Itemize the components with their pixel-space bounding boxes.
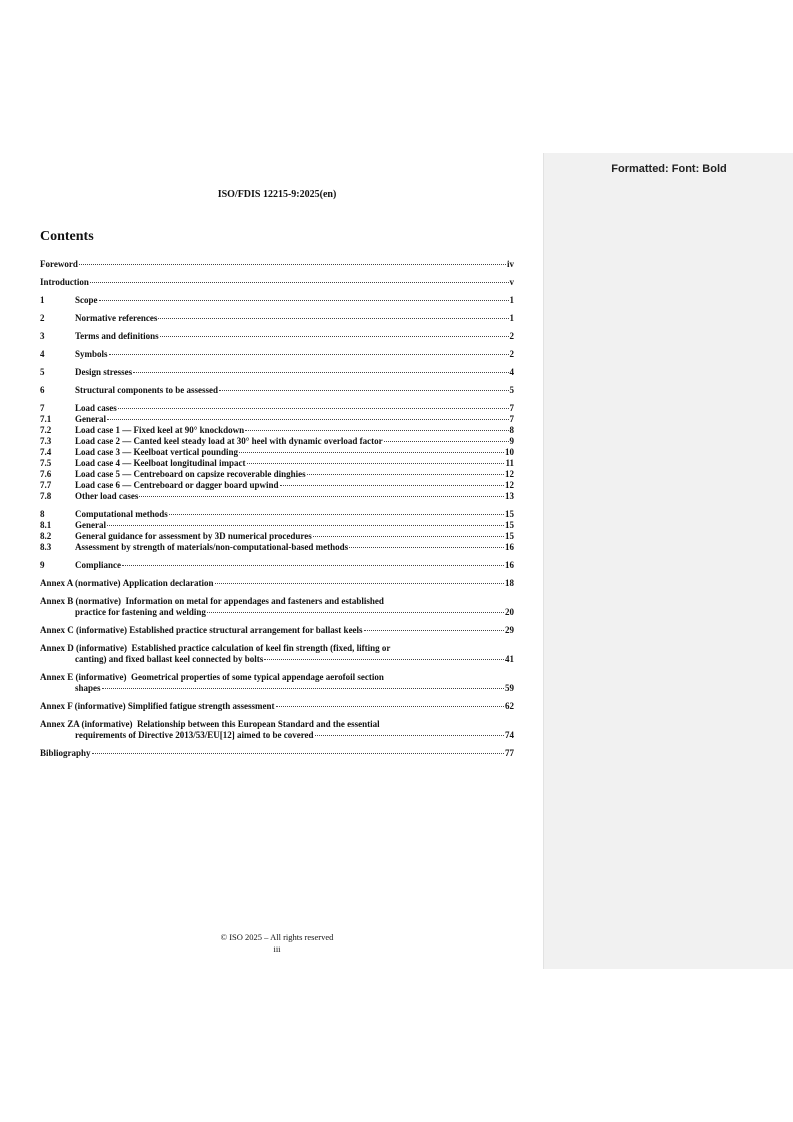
toc-section-5[interactable]: [40, 367, 514, 378]
comment-pane: [543, 153, 793, 969]
toc-page: 1: [509, 295, 514, 305]
toc-leader: [313, 536, 504, 537]
toc-number: 7.2: [40, 425, 52, 435]
toc-number: 5: [40, 367, 45, 377]
toc-section-7-8[interactable]: [40, 491, 514, 502]
toc-page: 15: [505, 520, 514, 530]
toc-leader: [247, 463, 505, 464]
toc-section-8-1[interactable]: [40, 520, 514, 531]
page-number: iii: [273, 944, 281, 954]
toc-title: Introduction: [40, 277, 89, 287]
toc-number: 7.7: [40, 480, 52, 490]
toc-title: Terms and definitions: [75, 331, 159, 341]
annex-title: Established practice structural arrangement for ballast keels: [129, 625, 363, 635]
toc-number: 7.1: [40, 414, 52, 424]
annex-title: Relationship between this European Standard and the essential: [137, 719, 380, 729]
toc-title: Bibliography: [40, 748, 91, 758]
annex-title: Application declaration: [122, 578, 214, 588]
comment-title: Formatted: Font: Bold: [611, 163, 727, 175]
toc-leader: [264, 659, 504, 660]
toc-title: Load case 3 — Keelboat vertical pounding: [75, 447, 239, 457]
annex-label: Annex B (normative): [40, 596, 121, 606]
copyright-notice: © ISO 2025 – All rights reserved: [220, 932, 334, 942]
annex-label: Annex D (informative): [40, 643, 127, 653]
toc-annex-c[interactable]: [40, 625, 514, 636]
toc-section-7-5[interactable]: [40, 458, 514, 469]
toc-page: iv: [506, 259, 514, 269]
toc-title: General: [75, 520, 106, 530]
annex-title-continued: shapes: [75, 683, 101, 693]
toc-leader: [122, 565, 504, 566]
document-footer: [40, 931, 514, 955]
toc-number: 7: [40, 403, 45, 413]
toc-number: 8.2: [40, 531, 52, 541]
toc-leader: [118, 408, 509, 409]
toc-page: 74: [505, 730, 514, 740]
toc-annex-f[interactable]: [40, 701, 514, 712]
toc-title: Foreword: [40, 259, 78, 269]
toc-title: Structural components to be assessed: [75, 385, 218, 395]
toc-page: 12: [505, 480, 514, 490]
toc-page: 15: [505, 509, 514, 519]
toc-annex-a[interactable]: [40, 578, 514, 589]
toc-section-8[interactable]: [40, 509, 514, 520]
toc-number: 1: [40, 295, 45, 305]
toc-number: 3: [40, 331, 45, 341]
toc-leader: [364, 630, 504, 631]
toc-leader: [99, 300, 509, 301]
toc-title: General guidance for assessment by 3D numerical procedures: [75, 531, 312, 541]
toc-annex-e[interactable]: [40, 672, 514, 694]
toc-section-7-2[interactable]: [40, 425, 514, 436]
toc-page: 2: [509, 349, 514, 359]
toc-page: 41: [505, 654, 514, 664]
annex-title: Simplified fatigue strength assessment: [127, 701, 275, 711]
annex-label: Annex A (normative): [40, 578, 121, 588]
toc-title: Load case 4 — Keelboat longitudinal impact: [75, 458, 246, 468]
toc-title: Load case 2 — Canted keel steady load at 30° heel with dynamic overload factor: [75, 436, 383, 446]
toc-section-3[interactable]: [40, 331, 514, 342]
toc-title: Load case 5 — Centreboard on capsize recoverable dinghies: [75, 469, 306, 479]
toc-title: Design stresses: [75, 367, 133, 377]
toc-annex-b[interactable]: [40, 596, 514, 618]
toc-section-4[interactable]: [40, 349, 514, 360]
toc-leader: [239, 452, 504, 453]
toc-title: General: [75, 414, 106, 424]
toc-page: 13: [505, 491, 514, 501]
toc-number: 4: [40, 349, 45, 359]
toc-leader: [102, 688, 504, 689]
annex-label: Annex ZA (informative): [40, 719, 133, 729]
annex-title: Geometrical properties of some typical appendage aerofoil section: [131, 672, 384, 682]
toc-section-1[interactable]: [40, 295, 514, 306]
toc-foreword[interactable]: [40, 259, 514, 270]
toc-section-7-3[interactable]: [40, 436, 514, 447]
toc-leader: [79, 264, 506, 265]
toc-page: 7: [509, 403, 514, 413]
toc-section-6[interactable]: [40, 385, 514, 396]
toc-leader: [107, 419, 509, 420]
toc-leader: [107, 525, 504, 526]
toc-annex-za[interactable]: [40, 719, 514, 741]
toc-section-7-4[interactable]: [40, 447, 514, 458]
toc-number: 6: [40, 385, 45, 395]
toc-page: 62: [505, 701, 514, 711]
toc-page: 77: [505, 748, 514, 758]
toc-section-8-2[interactable]: [40, 531, 514, 542]
toc-bibliography[interactable]: [40, 748, 514, 759]
toc-page: 12: [505, 469, 514, 479]
annex-label: Annex C (informative): [40, 625, 127, 635]
toc-leader: [160, 336, 509, 337]
toc-page: 16: [505, 542, 514, 552]
toc-title: Compliance: [75, 560, 121, 570]
table-of-contents: [40, 259, 514, 759]
toc-page: 29: [505, 625, 514, 635]
toc-page: 1: [509, 313, 514, 323]
toc-leader: [276, 706, 505, 707]
toc-leader: [349, 547, 504, 548]
toc-page: v: [509, 277, 514, 287]
toc-section-7-6[interactable]: [40, 469, 514, 480]
toc-section-8-3[interactable]: [40, 542, 514, 553]
toc-page: 15: [505, 531, 514, 541]
toc-page: 4: [509, 367, 514, 377]
toc-title: Assessment by strength of materials/non-computational-based methods: [75, 542, 349, 552]
toc-leader: [215, 583, 504, 584]
annex-title-continued: requirements of Directive 2013/53/EU[12] aimed to be covered: [75, 730, 314, 740]
toc-leader: [207, 612, 504, 613]
annex-title: Information on metal for appendages and fasteners and established: [125, 596, 384, 606]
toc-annex-d[interactable]: [40, 643, 514, 665]
toc-section-7[interactable]: [40, 403, 514, 414]
toc-title: Load case 6 — Centreboard or dagger board upwind: [75, 480, 279, 490]
toc-number: 7.8: [40, 491, 52, 501]
toc-page: 18: [505, 578, 514, 588]
toc-introduction[interactable]: [40, 277, 514, 288]
annex-title: Established practice calculation of keel fin strength (fixed, lifting or: [131, 643, 391, 653]
toc-number: 8: [40, 509, 45, 519]
toc-title: Scope: [75, 295, 98, 305]
toc-title: Symbols: [75, 349, 108, 359]
toc-leader: [109, 354, 509, 355]
contents-heading: Contents: [40, 229, 94, 244]
annex-title-continued: practice for fastening and welding: [75, 607, 206, 617]
toc-number: 7.3: [40, 436, 52, 446]
toc-section-7-1[interactable]: [40, 414, 514, 425]
document-header: ISO/FDIS 12215-9:2025(en): [217, 189, 337, 200]
toc-leader: [384, 441, 509, 442]
toc-leader: [280, 485, 504, 486]
toc-page: 59: [505, 683, 514, 693]
toc-title: Other load cases: [75, 491, 139, 501]
toc-page: 8: [509, 425, 514, 435]
toc-section-2[interactable]: [40, 313, 514, 324]
toc-leader: [139, 496, 504, 497]
toc-title: Load cases: [75, 403, 117, 413]
toc-title: Normative references: [75, 313, 158, 323]
toc-number: 8.1: [40, 520, 52, 530]
toc-leader: [158, 318, 508, 319]
toc-page: 20: [505, 607, 514, 617]
toc-leader: [169, 514, 504, 515]
toc-title: Load case 1 — Fixed keel at 90° knockdown: [75, 425, 245, 435]
annex-title-continued: canting) and fixed ballast keel connected by bolts: [75, 654, 264, 664]
toc-leader: [92, 753, 504, 754]
toc-title: Computational methods: [75, 509, 168, 519]
toc-page: 2: [509, 331, 514, 341]
annex-label: Annex E (informative): [40, 672, 127, 682]
toc-number: 7.4: [40, 447, 52, 457]
toc-page: 16: [505, 560, 514, 570]
annex-label: Annex F (informative): [40, 701, 126, 711]
toc-leader: [90, 282, 509, 283]
toc-page: 11: [505, 458, 514, 468]
toc-number: 9: [40, 560, 45, 570]
toc-number: 7.6: [40, 469, 52, 479]
toc-leader: [245, 430, 508, 431]
toc-page: 5: [509, 385, 514, 395]
toc-page: 10: [505, 447, 514, 457]
toc-number: 7.5: [40, 458, 52, 468]
toc-number: 2: [40, 313, 45, 323]
toc-page: 9: [509, 436, 514, 446]
toc-leader: [307, 474, 504, 475]
toc-section-9[interactable]: [40, 560, 514, 571]
toc-page: 7: [509, 414, 514, 424]
toc-section-7-7[interactable]: [40, 480, 514, 491]
toc-leader: [133, 372, 508, 373]
toc-number: 8.3: [40, 542, 52, 552]
toc-leader: [315, 735, 504, 736]
toc-leader: [219, 390, 509, 391]
